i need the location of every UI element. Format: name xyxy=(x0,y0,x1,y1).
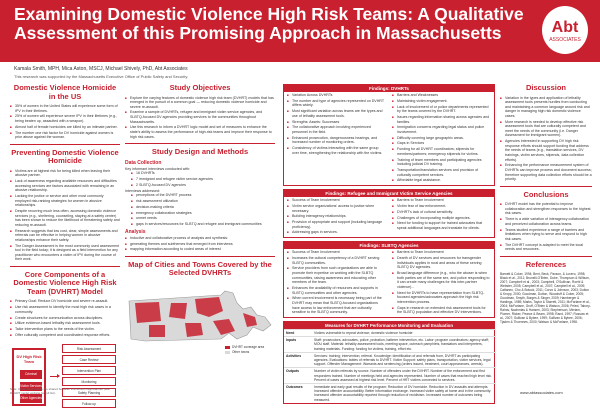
column-1 xyxy=(10,84,120,412)
column-4 xyxy=(500,84,592,324)
list-item: ■ DVHRT model has the potential to improve collaboration and strengthen responses to the highest risk cases. xyxy=(500,202,592,216)
list-item: ■ risk assessment utilization xyxy=(131,199,275,204)
list-item: ■ The Danger Assessment is the most commonly used assessment tool in the field today; it is designed as a field intervention for any practitioner who encounters a victim of IPV during the course of their work. xyxy=(10,244,120,262)
logo-wordmark: Abt xyxy=(551,19,579,36)
divider xyxy=(10,144,120,145)
list-item: ■ DVHRT's lack of cultural sensitivity. xyxy=(392,210,491,215)
measures-table xyxy=(284,329,496,403)
list-item: ■ mapping information according to coded areas of interest xyxy=(125,247,275,252)
legend-item xyxy=(225,350,264,355)
interviews-list xyxy=(125,193,275,227)
list-item: ■ Tailor intervention plans to the needs of the victim. xyxy=(10,327,120,332)
list-item: ■ Inductive and collaborative process of analysis and synthesis: xyxy=(125,236,275,241)
dvhrt-box xyxy=(12,348,46,406)
list-item: ■ emergency collaboration strategies xyxy=(131,211,275,216)
table-row xyxy=(284,368,496,384)
slbtq-left xyxy=(284,249,389,317)
legend-label: DVHRT coverage area xyxy=(232,344,265,349)
table-row xyxy=(284,337,496,353)
findings-columns xyxy=(284,92,494,185)
list-item: ■ Enhancing the performance measurement system of DVHRTs can improve process and document success; therefore supporting data collection efforts should be a priority. xyxy=(500,163,592,181)
section-title-core: Core Components of a Domestic Violence High Risk Team (DVHRT) Model xyxy=(13,269,117,296)
website-link[interactable]: www.abtassociates.com xyxy=(520,390,563,395)
footnote: Note: Other components are shared between intervention approaches (see DVHRT model website for full list). xyxy=(10,387,110,395)
list-item: ■ Primary Goal: Reduce DV homicide and severe re-assault. xyxy=(10,299,120,304)
list-item: ■ Examine a sample of DVHRTs, refugee and immigrant victim service agencies, and SLBTQ-focused DV agencies providing services to the communities throughout Massachusetts. xyxy=(125,110,275,124)
findings-slbtq-title: Findings: SLBTQ Agencies xyxy=(284,242,494,249)
findings-slbtq xyxy=(283,241,495,318)
list-item: ■ The collaborative approach involving experienced personnel in the field. xyxy=(287,125,386,134)
list-item: ■ Agencies interested in supporting DV high risk response efforts should support funding that address the needs of teams (e.g., translation services, DV trainings, victim services, stipends, data collection efforts). xyxy=(500,139,592,162)
list-item: ■ Need for funding to support for trained advocates that speak additional languages and translate for clients. xyxy=(392,221,491,230)
conclusions-list xyxy=(500,202,592,252)
row-text: Staff: prosecutors, advocates, police, probation, batterer intervention, etc. Labor: program coordinators; agency staff; MOU staff. Material: lethality assessment tools, meeting space, outreach pamphlets, translators and interpreters, training materials. Funding: funding for victims, training, effort etc. xyxy=(312,337,496,353)
discussion-list xyxy=(500,96,592,182)
list-item: ■ Service providers from such organizations are able to promote their expertise on working with the SLBTQ communities, raising awareness and educating other members of the team. xyxy=(287,266,386,284)
list-item: ■ unmet needs xyxy=(131,216,275,221)
slbtq-right xyxy=(389,249,494,317)
list-item: ■ Lack of involvement of or police departments represented by the teams covered by the DVHRT. xyxy=(392,105,491,114)
divider xyxy=(10,266,120,267)
findings-left-list xyxy=(287,93,386,155)
list-item: ■ When current involvement is necessary being part of the DVHRT may mean that SLBTQ-focused organizations have access to law enforcement that are culturally sensitive to the SLBTQ community. xyxy=(287,296,386,314)
list-item: ■ Difficulty covering large geographic areas. xyxy=(392,136,491,141)
poster-title: Examining Domestic Violence High Risk Teams: A Qualitative Assessment of this Promising Approach in Massachusetts xyxy=(14,4,524,43)
diagram-node: Intervention Plan xyxy=(62,366,116,375)
list-item: ■ Gaps in Services xyxy=(392,141,491,146)
list-item: ■ perceptions of the DVHRT process xyxy=(131,193,275,198)
list-item: ■ The number one risk factor for DV homicide against women is prior abuse against the woman. xyxy=(10,131,120,140)
legend-swatch xyxy=(225,351,230,354)
massachusetts-map xyxy=(125,281,275,371)
list-item: ■ Barriers to Team Involvement xyxy=(392,198,491,203)
row-header: Outputs xyxy=(284,368,312,384)
data-collection-list xyxy=(125,171,275,187)
list-item: ■ Barriers and Weaknesses xyxy=(392,93,491,98)
list-item: ■ Training of team members and participating agencies including judicial DV training. xyxy=(392,158,491,167)
section-title-design: Study Design and Methods xyxy=(151,147,249,157)
list-item: ■ Affordable legal assistance. xyxy=(392,178,491,183)
section-title-references: References xyxy=(525,259,567,269)
list-item: ■ Almost half of female homicides are killed by an intimate partner. xyxy=(10,125,120,130)
findings-dvhrts xyxy=(283,84,495,186)
findings-left xyxy=(284,92,389,185)
row-header: Inputs xyxy=(284,337,312,353)
findings-refugee xyxy=(283,189,495,238)
interviews-intro: Interviews addressed: xyxy=(125,188,160,193)
list-item: ■ Transportation/translation services and provision of culturally competent services. xyxy=(392,168,491,177)
diagram-node: Risk Assessment xyxy=(62,344,116,353)
findings-columns xyxy=(284,249,494,317)
logo-subtext: ASSOCIATES xyxy=(549,37,581,43)
list-item: ■ 16 DVHRTs xyxy=(131,171,275,176)
references-text: Barnett & Coker, 1994; Bent, Beck, Paxson, & Lovero, 1998; Black et al., 2011; Brunelli-O'Brien, Dube, Thompson & Wilburn, 2007; Campbell et al., 2003; Campbell, O'Sullivan, Roehl & Webster, 2005; Campbell et al., 2007; Campbell et al., 2009; Cattaneo, Cho & Botuck, 2011; Corvo & Johnson, 2003; Dutton & Kropp, 2000; Goodman, Dutton, Woodruff & Coker, 2005; Goodman, Smyth, Borges & Singer, 2009; Hamberger & Hastings, 1989; Marks, Taylor & Starrett, 2011; McFarlane et al., 2004; McFarlane, Groff, O'Brien & Watson, 2006; Peled, Tabory-Rahav, Nachmias & Hansen, 2003; Stephenson, Mirriam, Plomer, Ricker, Pearce & Beam, 1998; Rand, 1997; Rossow et al., 2007; Sullivan & Bybee, 1999; Sullivan & Bybee, 2006; Tjaden & Thoennes, 2000; Watson & McFarlane, 1998. xyxy=(500,272,591,325)
list-item: ■ Funding for all DVHRT coordinators; stipends for members/partners; emergency stipends for victims. xyxy=(392,147,491,156)
list-item: ■ Strengths: Assets: Successes xyxy=(287,120,386,125)
list-item: ■ Victim fear of law enforcement. xyxy=(392,204,491,209)
list-item: ■ Enhanced prosecution, dangerousness hearings, and increased number of monitoring orders. xyxy=(287,136,386,145)
list-item: ■ Victim service organizations' access to justice when necessary. xyxy=(287,204,386,213)
list-item: ■ The DVHRT concept is adapted to meet the local needs and resources. xyxy=(500,243,592,252)
section-title-preventing: Preventing Domestic Violence Homicide xyxy=(11,147,119,166)
list-item: ■ Addressing gaps in services. xyxy=(287,230,386,235)
funding-note: This research was supported by the Massachusetts Executive Office of Public Safety and Security. xyxy=(14,74,189,79)
list-item: ■ Increases the cultural competency of a DVHRT serving SLBTQ communities. xyxy=(287,256,386,265)
section-title-discussion: Discussion xyxy=(525,83,566,92)
refugee-right-list xyxy=(392,198,491,230)
section-title-homicide: Domestic Violence Homicide in the US xyxy=(13,83,117,101)
list-item: ■ Research suggests that low cost, clear, simple assessments and referrals can be effective in helping women in abusive relationships enhance their safety. xyxy=(10,229,120,243)
list-item: ■ Challenges of incorporating multiple agencies. xyxy=(392,216,491,221)
list-item: ■ 25% of women will experience severe IPV in their lifetimes (e.g., being beaten up, assaulted with a weapon). xyxy=(10,114,120,123)
section-title-objectives: Study Objectives xyxy=(169,83,231,92)
coverage-region xyxy=(169,303,187,319)
table-row xyxy=(284,383,496,402)
list-item: ■ Immigration concerns regarding legal status and police involvement. xyxy=(392,125,491,134)
divider xyxy=(500,186,592,187)
list-item: ■ Provision of appropriate and support (including language proficiency). xyxy=(287,220,386,229)
author-line: Kamala Smith, MPH, Mica Aston, MSCJ, Michael Shively, PhD, Abt Associates xyxy=(14,66,188,72)
section-title-conclusions: Conclusions xyxy=(523,189,569,199)
list-item: ■ Gaps in research on extended risk assessment tools for the SLBTQ population and effective DV interventions. xyxy=(392,306,491,315)
diagram-agency: Criminal xyxy=(20,370,42,379)
list-item: ■ More research is needed to develop effective risk assessment tools that are culturally competent and meet the needs of the community (i.e. Danger Assessment for immigrant women). xyxy=(500,120,592,138)
table-row xyxy=(284,352,496,368)
list-item: ■ generating themes and subthemes that emerged from interviews xyxy=(125,242,275,247)
core-list xyxy=(10,299,120,337)
diagram-node: Follow-up xyxy=(62,399,116,408)
list-item: ■ Variation in the types and application of lethality assessment tools presents hurdles from conducting and maintaining a common language around risk and danger in managing high risk domestic violence cases. xyxy=(500,96,592,119)
list-item: ■ gaps in services/resources for SLBTQ and refugee and immigrant communities xyxy=(131,222,275,227)
refugee-left-list xyxy=(287,198,386,235)
findings-right-list xyxy=(392,93,491,183)
abt-logo xyxy=(542,6,588,54)
findings-refugee-title: Findings: Refugee and Immigrant Victim Service Agencies xyxy=(284,190,494,197)
list-item: ■ Explore the varying features of domestic violence high risk team (DVHRT) models that has emerged in the pursuit of a common goal — reducing domestic violence homicide and severe re-assault. xyxy=(125,96,275,110)
column-2 xyxy=(125,84,275,371)
homicide-list xyxy=(10,104,120,140)
list-item: ■ Lacking the justice or service and other most commonly employed risk-ranking strategies for women in abusive relationships. xyxy=(10,194,120,208)
slbtq-left-list xyxy=(287,250,386,314)
map-graphic xyxy=(125,281,275,369)
list-item: ■ 2 SLBTQ-focused DV agencies xyxy=(131,183,275,188)
list-item: ■ Success of Team Involvement xyxy=(287,250,386,255)
list-item: ■ decision-making criteria xyxy=(131,205,275,210)
list-item: ■ 35% of women in the United States will experience some form of IPV in their lifetimes. xyxy=(10,104,120,113)
row-text: Victims vulnerable to repeat violence; domestic violence homicide xyxy=(312,329,496,336)
list-item: ■ Lack of awareness regarding available resources and difficulties accessing services are factors associated with remaining in an abusive relationship. xyxy=(10,179,120,193)
section-title-map: Map of Cities and Towns Covered by the Selected DVHRTs xyxy=(128,259,272,278)
list-item: ■ Maintaining victim engagement. xyxy=(392,99,491,104)
list-item: ■ There is a wide variation of interagency collaboration and perceived collaboration across teams. xyxy=(500,217,592,226)
divider xyxy=(125,256,275,257)
coverage-region xyxy=(185,323,203,337)
column-3 xyxy=(283,84,495,407)
row-text: Immediate and early goal results of the program: Reduction of DV homicide. Reduction in DV assaults and attempts. Increased offender accountability. Better information exchange. Increased victim safety at home and in the community. Increased offender accountability reported through reduction of recidivism. Increased number of outcomes being measured. xyxy=(312,383,496,402)
measures-table-title: Measures for DVHRT Performance Monitoring and Evaluation xyxy=(284,322,494,329)
findings-right xyxy=(389,92,494,185)
list-item: ■ Offer culturally competent and coordinated response efforts. xyxy=(10,333,120,338)
list-item: ■ Create structures for communication across disciplines. xyxy=(10,316,120,321)
data-collection-intro: Key informant interviews conducted with: xyxy=(125,166,191,171)
diagram-agency: Other Agencies xyxy=(20,394,42,403)
findings-dvhrts-title: Findings: DVHRTs xyxy=(284,85,494,92)
list-item: ■ Use risk assessment to identify the most high risk cases in a community. xyxy=(10,305,120,314)
list-item: ■ Broad language difference (e.g., who the abuser is when both parties are of the same sex, and police responding to it can create many challenges for this inter-partner violence)... xyxy=(392,271,491,289)
data-collection-label: Data Collection xyxy=(125,159,162,166)
list-item: ■ Need for DVHRTs to have representation from SLBTQ-focused agencies/advocates approach the high risk intervention process. xyxy=(392,291,491,305)
list-item: ■ 7 immigrant and refugee victim service agencies xyxy=(131,177,275,182)
objectives-list xyxy=(125,96,275,140)
diagram-agency: Victim Services xyxy=(20,382,42,391)
list-item: ■ Utilize evidence-based lethality risk assessment tools. xyxy=(10,321,120,326)
row-text: Number of victim referrals by source. Number of offenders under the DVHRT. Number of the enforcement and first responders trained. Number of meetings held and agencies represented. Number of cases that reached high level risk. Percent of cases assessed at highest risk level. Percent of HRT victims connected to services. xyxy=(312,368,496,384)
measures-table-block xyxy=(283,321,495,404)
row-header: Need xyxy=(284,329,312,336)
diagram-node: Monitoring xyxy=(62,377,116,386)
analysis-label: Analysis xyxy=(125,228,146,235)
legend-label: Other towns xyxy=(232,349,250,354)
arrow-icon xyxy=(50,376,58,377)
diagram-node: Case Review xyxy=(62,355,116,364)
coverage-region xyxy=(135,302,161,323)
refugee-left xyxy=(284,197,389,237)
list-item: ■ Victims are at highest risk for being killed when leaving their abusive partner. xyxy=(10,169,120,178)
slbtq-right-list xyxy=(392,250,491,314)
preventing-list xyxy=(10,169,120,262)
table-row xyxy=(284,329,496,336)
list-item: ■ Despite recurring much less often, accessing domestic violence services (e.g., sheltering, counseling, staying at a safety center) has been shown to reduce the likelihood of threatening safety and reducing re-assault. xyxy=(10,209,120,227)
coverage-region xyxy=(149,325,165,337)
dvhrt-model-diagram xyxy=(10,342,120,412)
analysis-list xyxy=(125,236,275,252)
row-header: Activities xyxy=(284,352,312,368)
diagram-node: Safety Planning xyxy=(62,388,116,397)
list-item: ■ The number and type of agencies represented on DVHRT differs widely. xyxy=(287,99,386,108)
dvhrt-box-label: DV High Risk Team xyxy=(16,353,42,364)
refugee-right xyxy=(389,197,494,237)
list-item: ■ Issues regarding information sharing across agencies and families. xyxy=(392,115,491,124)
row-header: Outcomes xyxy=(284,383,312,402)
row-text: Services: training; intervention; referral. Knowledge: identification of and referrals from, DVHRT as participating agencies. Evaluations: tables of referrals to DVHRT. Victim Support: safety plans, transportation, victim services, legal support. Offender Management: Warrants and sentencing (orders issued, treatment, court appearances, arrests). xyxy=(312,352,496,368)
list-item: ■ Success of Team Involvement xyxy=(287,198,386,203)
list-item: ■ Variation Across DVHRTs xyxy=(287,93,386,98)
list-item: ■ Enhances the availability of resources and supports in SLBTQ communities and other agencies. xyxy=(287,286,386,295)
legend-swatch xyxy=(225,346,230,349)
divider xyxy=(500,256,592,257)
findings-columns xyxy=(284,197,494,237)
list-item: ■ Consistency of victims interacting with the same group over time, strengthening the relationship with the victims. xyxy=(287,146,386,155)
list-item: ■ Dearth of DV services and resources for transgender individuals applies in rural and areas of these serving SLBTQ DV agencies. xyxy=(392,256,491,270)
list-item: ■ Barriers to Team Involvement xyxy=(392,250,491,255)
list-item: ■ Use this research to inform a DVHRT logic model and set of measures to enhance the state's ability to assess the performance of high-risk teams and improve their response to high risk cases. xyxy=(125,125,275,139)
list-item: ■ Most significant variation across teams are the types and use of lethality assessment tools. xyxy=(287,109,386,118)
list-item: ■ Teams studied experience a range of barriers and limitations when trying to serve and respond to high risk cases. xyxy=(500,228,592,242)
map-legend xyxy=(225,345,264,355)
header-banner xyxy=(0,0,600,62)
list-item: ■ Building interagency relationships. xyxy=(287,214,386,219)
divider xyxy=(125,143,275,144)
